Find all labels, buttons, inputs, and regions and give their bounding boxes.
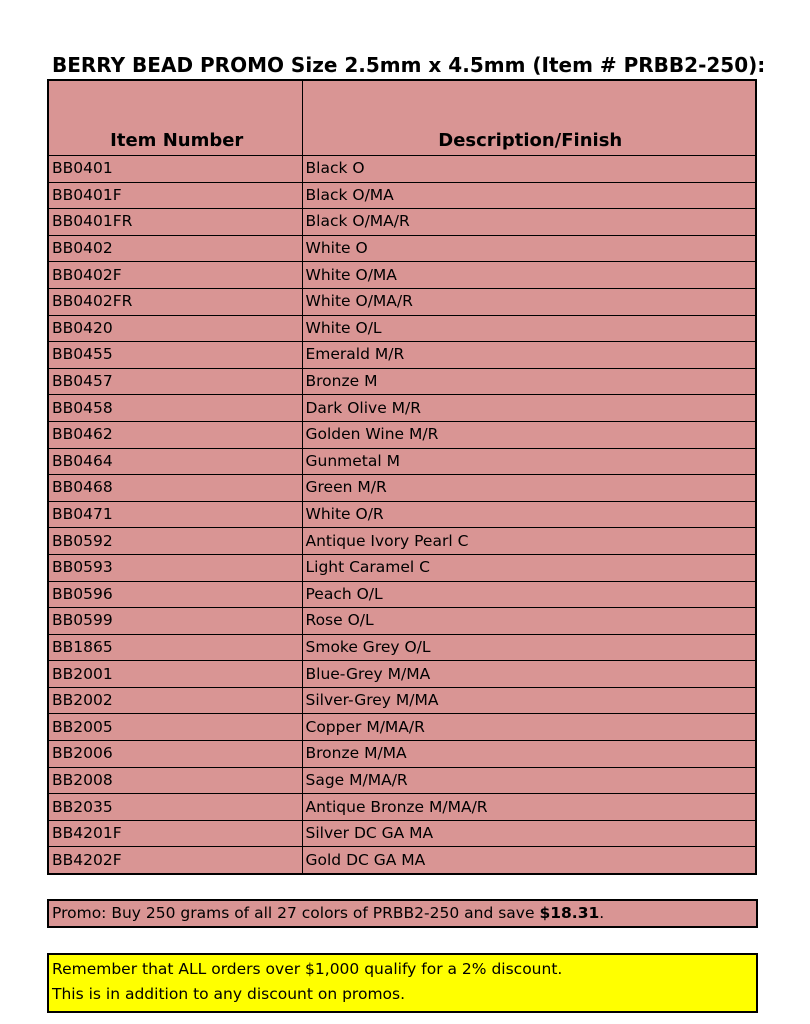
description-cell: Bronze M	[302, 368, 756, 395]
table-row	[48, 528, 756, 555]
header-item-number: Item Number	[48, 80, 302, 156]
table-row	[48, 475, 756, 502]
description-cell: Rose O/L	[302, 608, 756, 635]
description-cell: Gunmetal M	[302, 448, 756, 475]
item-number-cell: BB0593	[48, 554, 302, 581]
item-number-cell: BB0402	[48, 235, 302, 262]
description-cell: Gold DC GA MA	[302, 847, 756, 874]
description-cell: Emerald M/R	[302, 342, 756, 369]
item-number-cell: BB0468	[48, 475, 302, 502]
table-row	[48, 501, 756, 528]
notice-line-1: Remember that ALL orders over $1,000 qualify for a 2% discount.	[52, 960, 563, 978]
table-row	[48, 182, 756, 209]
promo-suffix: .	[599, 904, 605, 922]
description-cell: Sage M/MA/R	[302, 767, 756, 794]
item-number-cell: BB0401F	[48, 182, 302, 209]
table-row	[48, 687, 756, 714]
description-cell: Black O/MA/R	[302, 209, 756, 236]
table-row	[48, 581, 756, 608]
description-cell: Green M/R	[302, 475, 756, 502]
table-row	[48, 794, 756, 821]
promo-text: Promo: Buy 250 grams of all 27 colors of PRBB2-250 and save	[52, 904, 540, 922]
description-cell: Peach O/L	[302, 581, 756, 608]
item-number-cell: BB1865	[48, 634, 302, 661]
description-cell: Smoke Grey O/L	[302, 634, 756, 661]
description-cell: Black O	[302, 156, 756, 183]
table-row	[48, 820, 756, 847]
table-row	[48, 847, 756, 874]
item-number-cell: BB0420	[48, 315, 302, 342]
table-row	[48, 262, 756, 289]
table-row	[48, 342, 756, 369]
discount-notice	[47, 953, 758, 1013]
description-cell: Black O/MA	[302, 182, 756, 209]
description-cell: White O/MA/R	[302, 288, 756, 315]
table-row	[48, 368, 756, 395]
item-number-cell: BB2001	[48, 661, 302, 688]
item-number-cell: BB0464	[48, 448, 302, 475]
table-row	[48, 767, 756, 794]
item-number-cell: BB0462	[48, 421, 302, 448]
description-cell: Silver DC GA MA	[302, 820, 756, 847]
item-number-cell: BB2008	[48, 767, 302, 794]
item-number-cell: BB0457	[48, 368, 302, 395]
description-cell: Bronze M/MA	[302, 741, 756, 768]
item-number-cell: BB2006	[48, 741, 302, 768]
item-number-cell: BB2005	[48, 714, 302, 741]
table-row	[48, 741, 756, 768]
item-number-cell: BB0596	[48, 581, 302, 608]
description-cell: White O/L	[302, 315, 756, 342]
description-cell: Dark Olive M/R	[302, 395, 756, 422]
description-cell: Antique Ivory Pearl C	[302, 528, 756, 555]
notice-line-2: This is in addition to any discount on promos.	[52, 985, 406, 1003]
item-number-cell: BB0402F	[48, 262, 302, 289]
table-row	[48, 156, 756, 183]
table-row	[48, 714, 756, 741]
description-cell: Silver-Grey M/MA	[302, 687, 756, 714]
item-number-cell: BB2002	[48, 687, 302, 714]
table-row	[48, 448, 756, 475]
bead-table	[47, 79, 757, 875]
table-row	[48, 209, 756, 236]
item-number-cell: BB0471	[48, 501, 302, 528]
description-cell: Blue-Grey M/MA	[302, 661, 756, 688]
item-number-cell: BB4201F	[48, 820, 302, 847]
table-row	[48, 634, 756, 661]
table-row	[48, 554, 756, 581]
description-cell: White O/MA	[302, 262, 756, 289]
table-row	[48, 235, 756, 262]
description-cell: White O	[302, 235, 756, 262]
item-number-cell: BB0458	[48, 395, 302, 422]
page-title: BERRY BEAD PROMO Size 2.5mm x 4.5mm (Item # PRBB2-250):	[52, 53, 766, 77]
description-cell: Antique Bronze M/MA/R	[302, 794, 756, 821]
description-cell: Copper M/MA/R	[302, 714, 756, 741]
item-number-cell: BB2035	[48, 794, 302, 821]
table-row	[48, 395, 756, 422]
promo-amount: $18.31	[539, 904, 600, 922]
item-number-cell: BB4202F	[48, 847, 302, 874]
item-number-cell: BB0592	[48, 528, 302, 555]
item-number-cell: BB0455	[48, 342, 302, 369]
description-cell: Golden Wine M/R	[302, 421, 756, 448]
table-row	[48, 421, 756, 448]
header-description: Description/Finish	[302, 80, 756, 156]
table-row	[48, 288, 756, 315]
description-cell: White O/R	[302, 501, 756, 528]
table-row	[48, 315, 756, 342]
item-number-cell: BB0401FR	[48, 209, 302, 236]
table-row	[48, 608, 756, 635]
table-row	[48, 661, 756, 688]
item-number-cell: BB0402FR	[48, 288, 302, 315]
promo-box	[47, 899, 758, 928]
item-number-cell: BB0599	[48, 608, 302, 635]
item-number-cell: BB0401	[48, 156, 302, 183]
description-cell: Light Caramel C	[302, 554, 756, 581]
